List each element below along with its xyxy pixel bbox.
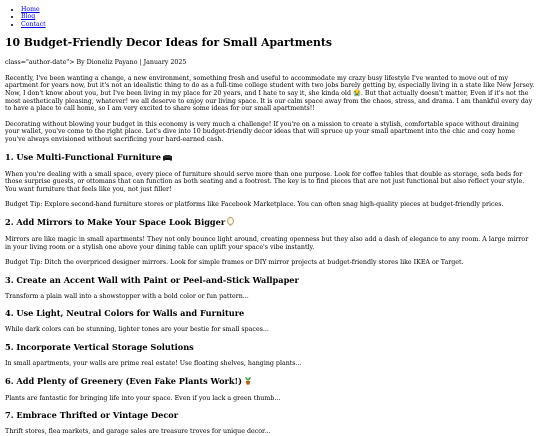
- nav-link-home[interactable]: Home: [21, 6, 40, 13]
- mirror-icon: [227, 217, 234, 228]
- nav-list: [5, 6, 535, 28]
- section-heading-4: 4. Use Light, Neutral Colors for Walls and Furniture: [5, 308, 245, 319]
- nav-item-blog: [21, 13, 535, 20]
- section-heading-5: 5. Incorporate Vertical Storage Solutions: [5, 341, 194, 352]
- couch-icon: [163, 153, 172, 163]
- intro-paragraph-1: Recently, I've been wanting a change, a new environment, something fresh and useful to accommodate my crazy busy lifestyle I've wanted to move out of my apartment for years now, but it's not an idealistic thing to do as a full-time college student with two jobs barely getting by, especially living in a state like New Jersey. Now, I don't know about you, but I've been living in my place for 20 years, and I hate to say it, she kinda old 😭. But that actually doesn't matter, Even if it's not the most aesthetically pleasing, whatever! we all deserve to enjoy our living space. It is our calm space away from the chaos, stress, and drama. I am thankful every day to have a place to call home, so I am very excited to share some ideas for our small apartments!!: [5, 74, 535, 113]
- section-heading-7: 7. Embrace Thrifted or Vintage Decor: [5, 410, 179, 421]
- section-heading-1-text: 1. Use Multi-Functional Furniture: [5, 151, 162, 162]
- potted-plant-icon: [244, 376, 252, 387]
- section-heading-1: [5, 152, 535, 163]
- section-heading-6-text: 6. Add Plenty of Greenery (Even Fake Plants Work!): [5, 375, 243, 386]
- nav-link-contact[interactable]: Contact: [21, 20, 46, 28]
- nav-item-contact: [21, 21, 535, 28]
- section-3-body: Transform a plain wall into a showstopper with a bold color or fun pattern...: [5, 292, 249, 300]
- page-title: 10 Budget-Friendly Decor Ideas for Small Apartments: [5, 36, 332, 50]
- section-1-body: When you're dealing with a small space, every piece of furniture should serve more than one purpose. Look for coffee tables that double as storage, sofa beds for those surprise guests, or ottomans that can function as both seating and a footrest. The key is to find pieces that are not just functional but also reflect your style. You want furniture that feels like you, not just filler!: [5, 170, 525, 193]
- section-5-body: In small apartments, your walls are prime real estate! Use floating shelves, hanging plants...: [5, 359, 302, 367]
- section-2-tip: Budget Tip: Ditch the overpriced designer mirrors. Look for simple frames or DIY mirror projects at budget-friendly stores like IKEA or Target.: [5, 259, 464, 267]
- section-7-body: Thrift stores, flea markets, and garage sales are treasure troves for unique decor...: [5, 428, 271, 436]
- section-heading-2-text: 2. Add Mirrors to Make Your Space Look Bigger: [5, 216, 226, 227]
- author-date: class="author-date"> By Dioneliz Payano | January 2025: [5, 59, 187, 67]
- section-heading-3: 3. Create an Accent Wall with Paint or Peel-and-Stick Wallpaper: [5, 274, 299, 285]
- nav-item-home: [21, 6, 535, 13]
- intro-paragraph-2: Decorating without blowing your budget in this economy is very much a challenge! If you're on a mission to create a stylish, comfortable space without draining your wallet, you've come to the right place. Let's dive into 10 budget-friendly decor ideas that will spruce up your small apartment into the chic and cozy home you've always envisioned without sacrificing your hard-earned cash.: [5, 120, 519, 143]
- nav-link-blog[interactable]: Blog: [21, 13, 36, 21]
- section-4-body: While dark colors can be stunning, lighter tones are your bestie for small spaces...: [5, 326, 269, 334]
- section-heading-6: [5, 376, 535, 387]
- section-6-body: Plants are fantastic for bringing life into your space. Even if you lack a green thumb...: [5, 394, 281, 402]
- section-2-body: Mirrors are like magic in small apartments! They not only bounce light around, creating openness but they also add a dash of elegance to any room. A large mirror in your living room or a stylish one above your dining table can uplift your space's vibe instantly.: [5, 235, 529, 251]
- section-heading-2: [5, 217, 535, 228]
- section-1-tip: Budget Tip: Explore second-hand furniture stores or platforms like Facebook Marketplace. You can often snag high-quality pieces at budget-friendly prices.: [5, 201, 504, 209]
